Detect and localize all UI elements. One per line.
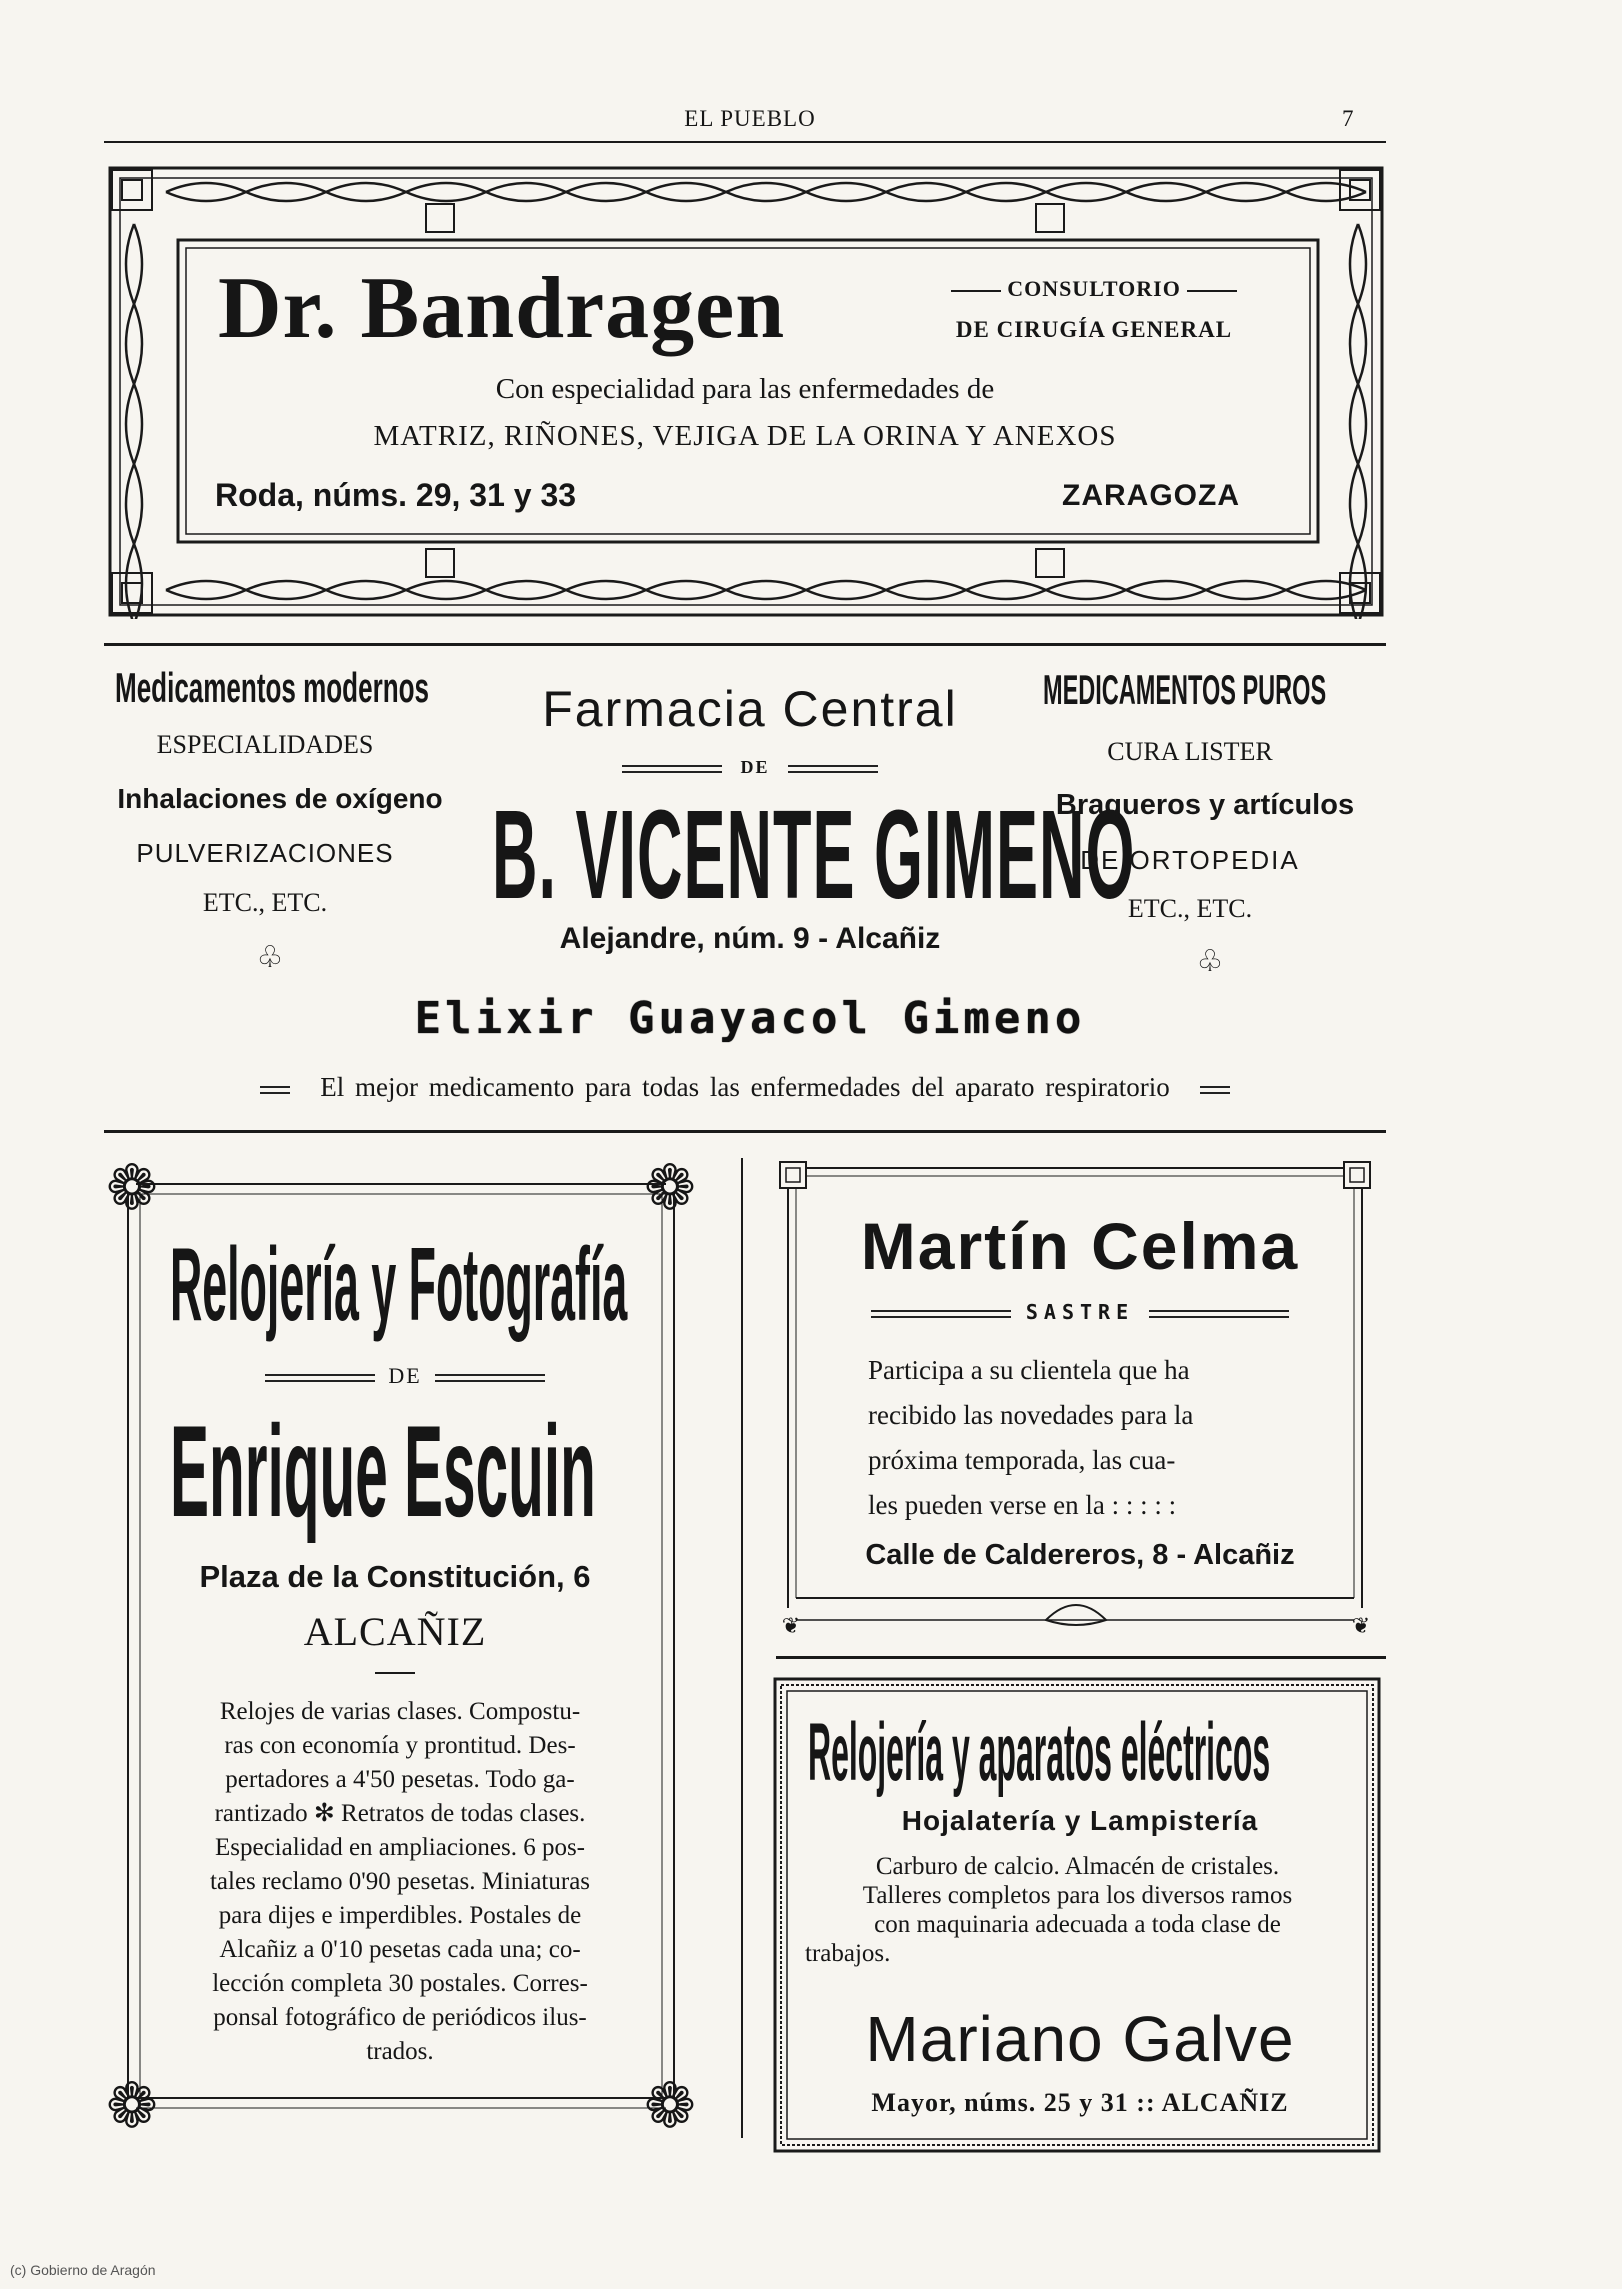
celma-trade-line <box>830 1300 1330 1325</box>
farmacia-de-label: DE <box>740 757 770 777</box>
elixir-banner: Elixir Guayacol Gimeno <box>414 993 1086 1044</box>
lotus-ornament-right-icon: ♧ <box>1196 944 1224 979</box>
celma-name: Martín Celma <box>860 1209 1300 1283</box>
celma-body-line: recibido las novedades para la <box>868 1400 1194 1430</box>
escuin-address: Plaza de la Constitución, 6 <box>199 1559 591 1594</box>
farmacia-tagline-row <box>100 1072 1390 1103</box>
divider-2 <box>104 1130 1386 1133</box>
celma-trade-label: SASTRE <box>1025 1300 1135 1324</box>
running-head-title: EL PUEBLO <box>684 106 816 131</box>
celma-body <box>868 1348 1298 1528</box>
celma-body-line: Participa a su clientela que ha <box>868 1355 1190 1385</box>
flower-corner-bl-icon: ❁ <box>106 2069 158 2142</box>
escuin-body-line: pertadores a 4'50 pesetas. Todo ga- <box>225 1766 575 1793</box>
escuin-owner: Enrique Escuin <box>170 1398 596 1544</box>
escuin-body-line: trados. <box>366 2038 434 2065</box>
escuin-body-line: Especialidad en ampliaciones. 6 pos- <box>214 1834 586 1861</box>
flower-corner-br-icon: ❁ <box>644 2069 696 2142</box>
galve-body-line: trabajos. <box>805 1940 891 1967</box>
bandragen-consult-line2: DE CIRUGÍA GENERAL <box>955 317 1233 342</box>
escuin-de-label: DE <box>388 1363 422 1388</box>
copyright-credit: (c) Gobierno de Aragón <box>10 2262 156 2278</box>
farmacia-left-item-1: ESPECIALIDADES <box>156 730 374 759</box>
galve-name: Mariano Galve <box>865 2003 1295 2075</box>
bandragen-intro: Con especialidad para las enfermedades de <box>495 373 995 405</box>
farmacia-address: Alejandre, núm. 9 - Alcañiz <box>559 922 941 955</box>
farmacia-right-item-1: CURA LISTER <box>1107 737 1273 766</box>
divider-3 <box>776 1656 1386 1659</box>
galve-body <box>805 1852 1350 1968</box>
flower-corner-tl-icon: ❁ <box>106 1151 158 1224</box>
escuin-de-line <box>250 1363 560 1389</box>
escuin-body-line: ponsal fotográfico de periódicos ilus- <box>213 2004 587 2031</box>
farmacia-right-item-2: Bragueros y artículos <box>1055 789 1355 821</box>
farmacia-left-item-2: Inhalaciones de oxígeno <box>117 783 443 814</box>
header-rule <box>104 141 1386 143</box>
escuin-body-line: ras con economía y prontitud. Des- <box>224 1732 576 1759</box>
farmacia-title: Farmacia Central <box>542 681 958 737</box>
divider-1 <box>104 643 1386 646</box>
wheat-corner-left-icon: ❦ <box>781 1614 801 1639</box>
escuin-body-line: Relojes de varias clases. Compostu- <box>219 1698 581 1725</box>
flower-corner-tr-icon: ❁ <box>644 1151 696 1224</box>
galve-subtitle: Hojalatería y Lampistería <box>901 1805 1259 1836</box>
farmacia-owner: B. VICENTE GIMENO <box>492 784 1136 925</box>
column-divider <box>741 1158 743 2138</box>
galve-body-line: Talleres completos para los diversos ramos <box>862 1882 1293 1909</box>
galve-body-line: Carburo de calcio. Almacén de cristales. <box>875 1853 1280 1880</box>
wheat-corner-right-icon: ❦ <box>1351 1614 1371 1639</box>
celma-body-line: les pueden verse en la : : : : : <box>868 1490 1177 1520</box>
farmacia-right-heading: MEDICAMENTOS PUROS <box>1043 666 1327 713</box>
farmacia-tagline: El mejor medicamento para todas las enfermedades del aparato respiratorio <box>320 1072 1170 1102</box>
escuin-body-line: tales reclamo 0'90 pesetas. Miniaturas <box>209 1868 591 1895</box>
galve-address: Mayor, núms. 25 y 31 :: ALCAÑIZ <box>871 2088 1289 2117</box>
escuin-body-line: lección completa 30 postales. Corres- <box>212 1970 588 1997</box>
page-number: 7 <box>1342 106 1354 131</box>
bandragen-name: Dr. Bandragen <box>218 260 786 357</box>
farmacia-de-line <box>600 757 900 778</box>
escuin-city: ALCAÑIZ <box>303 1609 487 1654</box>
escuin-body-line: rantizado ✻ Retratos de todas clases. <box>214 1800 586 1827</box>
farmacia-right-item-3: DE ORTOPEDIA <box>1080 845 1300 875</box>
farmacia-left-item-3: PULVERIZACIONES <box>136 838 394 868</box>
farmacia-right-item-4: ETC., ETC. <box>1127 894 1253 923</box>
escuin-body-line: Alcañiz a 0'10 pesetas cada una; co- <box>219 1936 581 1963</box>
consultorio-label: CONSULTORIO <box>1007 276 1181 301</box>
bandragen-address: Roda, núms. 29, 31 y 33 <box>215 477 577 513</box>
celma-body-line: próxima temporada, las cua- <box>868 1445 1176 1475</box>
bandragen-city: ZARAGOZA <box>1062 479 1240 512</box>
galve-body-line: con maquinaria adecuada a toda clase de <box>874 1911 1281 1938</box>
escuin-body <box>170 1695 630 2069</box>
farmacia-left-item-4: ETC., ETC. <box>202 888 328 917</box>
escuin-title: Relojería y Fotografía <box>170 1227 628 1343</box>
celma-address: Calle de Caldereros, 8 - Alcañiz <box>865 1539 1295 1571</box>
farmacia-left-heading: Medicamentos modernos <box>115 664 430 711</box>
lotus-ornament-left-icon: ♧ <box>256 940 284 975</box>
escuin-short-rule <box>375 1672 415 1674</box>
bandragen-specialties: MATRIZ, RIÑONES, VEJIGA DE LA ORINA Y ANEXOS <box>373 420 1117 452</box>
escuin-body-line: para dijes e imperdibles. Postales de <box>218 1902 582 1929</box>
bandragen-consult-line1 <box>906 276 1282 302</box>
galve-title: Relojería y aparatos eléctricos <box>808 1707 1271 1798</box>
